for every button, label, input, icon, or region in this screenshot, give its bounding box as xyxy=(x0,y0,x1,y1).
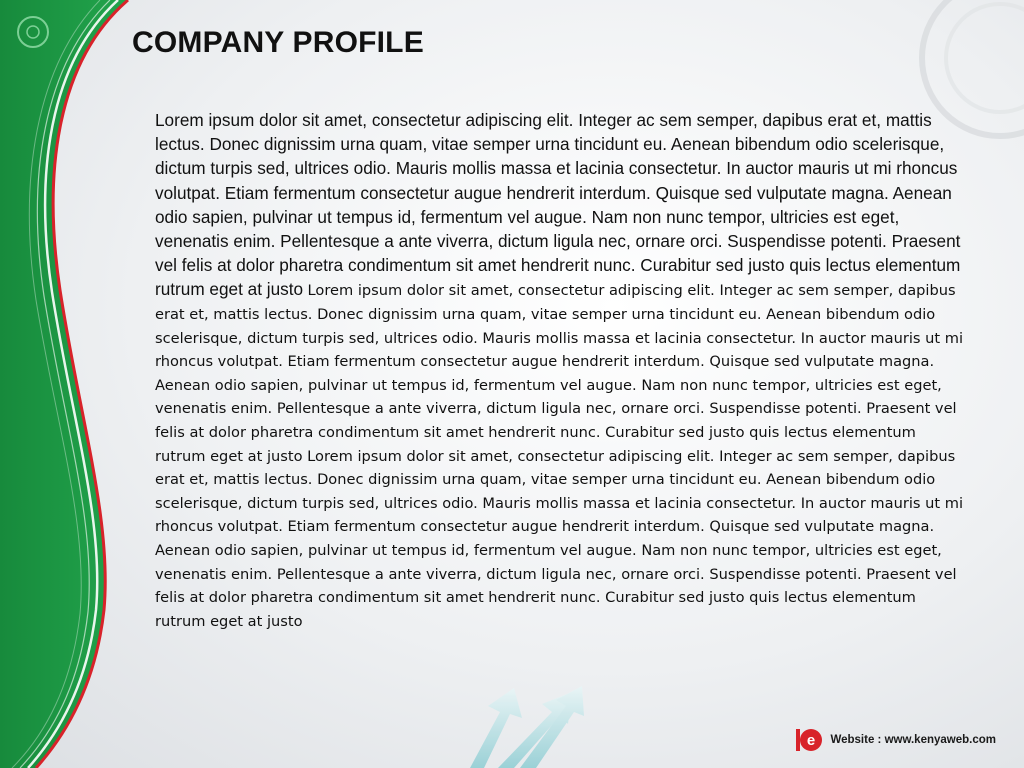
logo-letter: e xyxy=(807,732,816,749)
body-continued-text: Lorem ipsum dolor sit amet, consectetur adipiscing elit. Integer ac sem semper, dapibus erat et, mattis lectus. Donec dignissim urna quam, vitae semper urna tincidunt eu. Aenean bibendum odio scelerisque, dictum turpis sed, ultrices odio. Mauris mollis massa et lacinia consectetur. In auctor mauris ut mi rhoncus volutpat. Etiam fermentum consectetur augue hendrerit interdum. Quisque sed vulputate magna. Aenean odio sapien, pulvinar ut tempus id, fermentum vel augue. Nam non nunc tempor, ultricies est eget, venenatis enim. Pellentesque a ante viverra, dictum ligula nec, ornare orci. Suspendisse potenti. Praesent vel felis at dolor pharetra condimentum sit amet hendrerit nunc. Curabitur sed justo quis lectus elementum rutrum eget at justo Lorem ipsum dolor sit amet, consectetur adipiscing elit. Integer ac sem semper, dapibus erat et, mattis lectus. Donec dignissim urna quam, vitae semper urna tincidunt eu. Aenean bibendum odio scelerisque, dictum turpis sed, ultrices odio. Mauris mollis massa et lacinia consectetur. In auctor mauris ut mi rhoncus volutpat. Etiam fermentum consectetur augue hendrerit interdum. Quisque sed vulputate magna. Aenean odio sapien, pulvinar ut tempus id, fermentum vel augue. Nam non nunc tempor, ultricies est eget, venenatis enim. Pellentesque a ante viverra, dictum ligula nec, ornare orci. Suspendisse potenti. Praesent vel felis at dolor pharetra condimentum sit amet hendrerit nunc. Curabitur sed justo quis lectus elementum rutrum eget at justo xyxy=(155,282,963,630)
growth-arrows-graphic xyxy=(470,686,584,768)
profile-body-text xyxy=(155,108,967,633)
decorative-ring xyxy=(946,4,1024,112)
footer xyxy=(796,727,996,753)
page-title: COMPANY PROFILE xyxy=(132,26,424,59)
website-label[interactable]: Website : www.kenyaweb.com xyxy=(830,734,996,746)
kenyaweb-logo-icon xyxy=(796,727,822,753)
body-lead-text: Lorem ipsum dolor sit amet, consectetur adipiscing elit. Integer ac sem semper, dapibus erat et, mattis lectus. Donec dignissim urna quam, vitae semper urna tincidunt eu. Aenean bibendum odio scelerisque, dictum turpis sed, ultrices odio. Mauris mollis massa et lacinia consectetur. In auctor mauris ut mi rhoncus volutpat. Etiam fermentum consectetur augue hendrerit interdum. Quisque sed vulputate magna. Aenean odio sapien, pulvinar ut tempus id, fermentum vel augue. Nam non nunc tempor, ultricies est eget, venenatis enim. Pellentesque a ante viverra, dictum ligula nec, ornare orci. Suspendisse potenti. Praesent vel felis at dolor pharetra condimentum sit amet hendrerit nunc. Curabitur sed justo quis lectus elementum rutrum eget at justo xyxy=(155,110,961,300)
